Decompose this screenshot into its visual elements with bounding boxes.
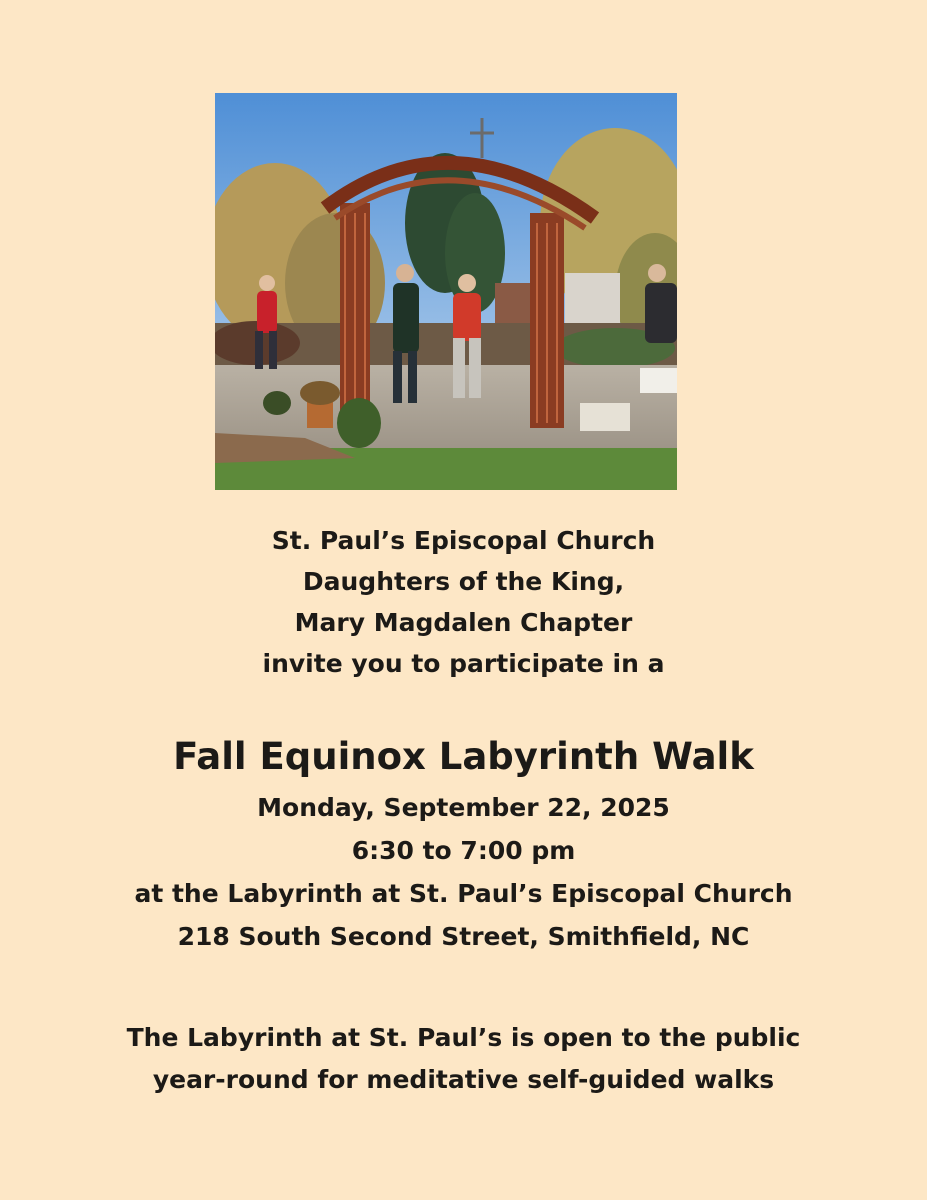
note-line-1: The Labyrinth at St. Paul’s is open to the public: [126, 1023, 801, 1052]
public-access-note: [0, 1017, 927, 1101]
chapter-name: Mary Magdalen Chapter: [294, 608, 633, 637]
invitation-block: [0, 520, 927, 684]
event-time: 6:30 to 7:00 pm: [351, 836, 576, 865]
event-details: [0, 786, 927, 958]
group-name: Daughters of the King,: [302, 567, 625, 596]
event-date: Monday, September 22, 2025: [257, 793, 670, 822]
event-title: Fall Equinox Labyrinth Walk: [173, 735, 754, 778]
arbor-photo: [215, 93, 677, 490]
event-location: at the Labyrinth at St. Paul’s Episcopal Church: [134, 879, 793, 908]
note-line-2: year-round for meditative self-guided walks: [152, 1065, 775, 1094]
event-address: 218 South Second Street, Smithfield, NC: [177, 922, 750, 951]
invitation-text: invite you to participate in a: [262, 649, 665, 678]
church-name: St. Paul’s Episcopal Church: [271, 526, 656, 555]
